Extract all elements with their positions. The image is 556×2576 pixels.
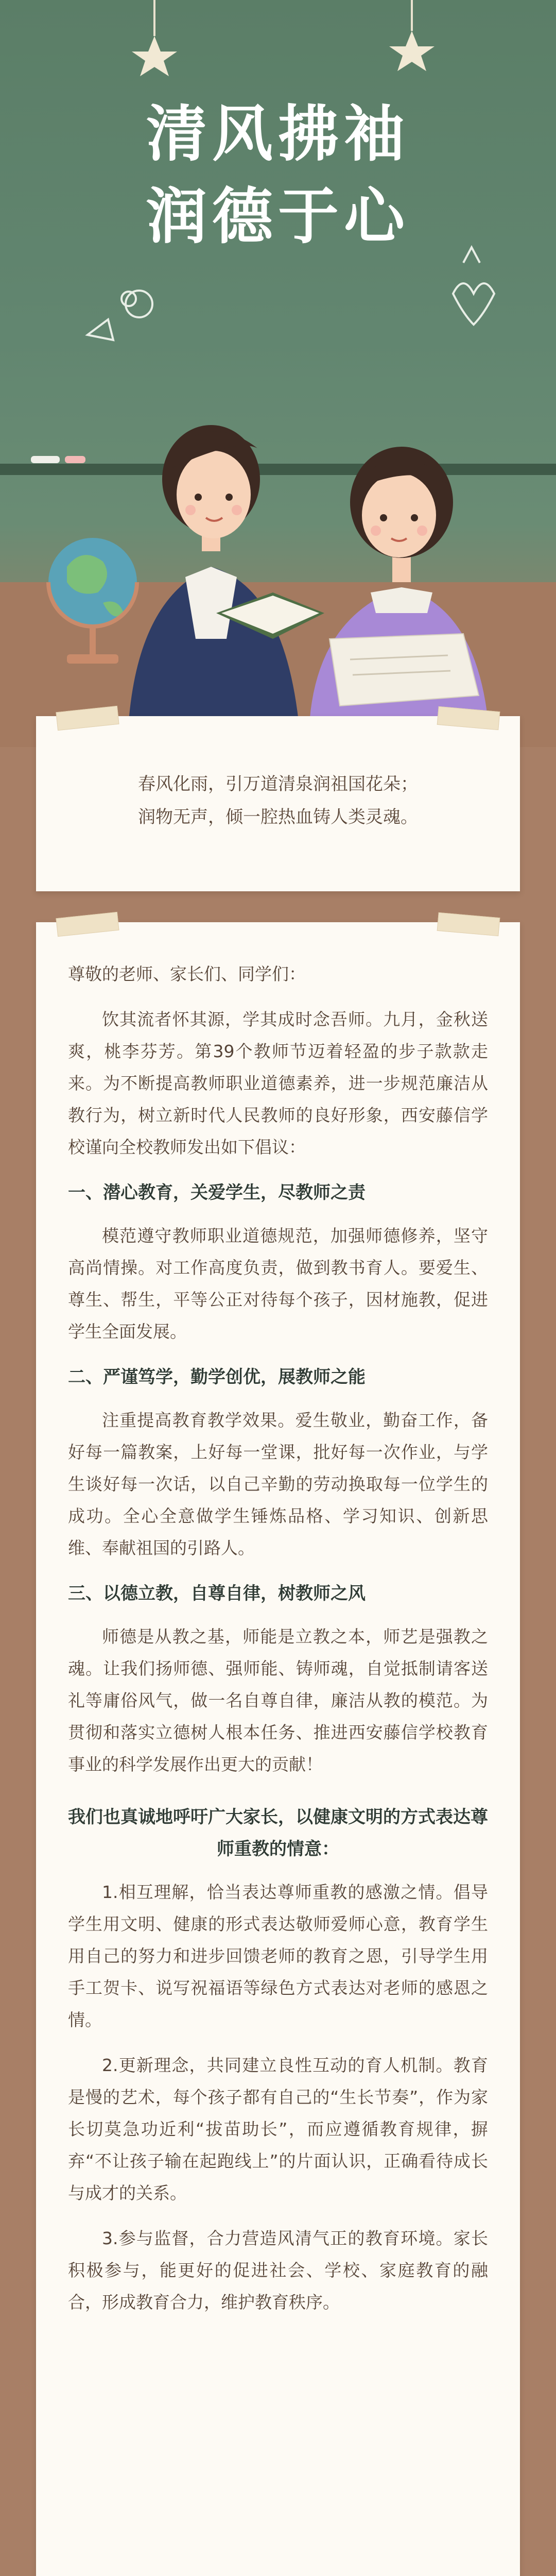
- chalk-icon: [31, 456, 60, 463]
- chalk-icon: [65, 456, 85, 463]
- paragraph-section-1: 模范遵守教师职业道德规范，加强师德修养，坚守高尚情操。对工作高度负责，做到教书育人。要爱生、尊生、帮生，平等公正对待每个孩子，因材施教，促进学生全面发展。: [68, 1226, 488, 1342]
- paragraph-intro: 饮其流者怀其源，学其成时念吾师。九月，金秋送爽，桃李芬芳。第39个教师节迈着轻盈的步子款款走来。为不断提高教师职业道德素养，进一步规范廉洁从教行为，树立新时代人民教师的良好形象，西安藤信学校谨向全校教师发出如下倡议：: [68, 1009, 488, 1157]
- paragraph-appeal-1: 1.相互理解，恰当表达尊师重教的感激之情。倡导学生用文明、健康的形式表达敬师爱师心意，教育学生用自己的努力和进步回馈老师的教育之恩，引导学生用手工贺卡、说写祝福语等绿色方式表达对老师的感恩之情。: [68, 1882, 488, 2030]
- teacher-figure: [129, 425, 324, 721]
- tape-decoration: [56, 912, 119, 937]
- greeting: 尊敬的老师、家长们、同学们：: [68, 964, 306, 984]
- paragraph-appeal-2: 2.更新理念，共同建立良性互动的育人机制。教育是慢的艺术，每个孩子都有自己的“生长节奏”，作为家长切莫急功近利“拔苗助长”，而应遵循教育规律，摒弃“不让孩子输在起跑线上”的片面认识，正确看待成长与成才的关系。: [68, 2055, 488, 2203]
- section-heading-3: 三、以德立教，自尊自律，树教师之风: [68, 1583, 366, 1604]
- intro-line-1: 春风化雨，引万道清泉润祖国花朵；: [138, 774, 418, 794]
- intro-card: [36, 716, 520, 891]
- hanging-star-icon: [389, 0, 435, 71]
- hero-title: [0, 93, 556, 258]
- section-heading-2: 二、严谨笃学，勤学创优，展教师之能: [68, 1367, 366, 1387]
- section-heading-1: 一、潜心教育，关爱学生，尽教师之责: [68, 1182, 366, 1203]
- globe-icon: [48, 538, 137, 664]
- chalk-doodles: [88, 247, 494, 340]
- proposal-card: [36, 922, 520, 2576]
- hanging-star-icon: [132, 0, 177, 76]
- paragraph-section-3: 师德是从教之基，师能是立教之本，师艺是强教之魂。让我们扬师德、强师能、铸师魂，自觉抵制请客送礼等庸俗风气，做一名自尊自律，廉洁从教的模范。为贯彻和落实立德树人根本任务、推进西安藤信学校教育事业的科学发展作出更大的贡献！: [68, 1626, 488, 1774]
- tape-decoration: [437, 912, 500, 936]
- hero-illustration: [0, 0, 556, 747]
- parents-appeal-heading: 我们也真诚地呼吁广大家长，以健康文明的方式表达尊师重教的情意：: [68, 1807, 488, 1859]
- student-figure: [309, 447, 489, 732]
- paragraph-section-2: 注重提高教育教学效果。爱生敬业，勤奋工作，备好每一篇教案，上好每一堂课，批好每一次作业，与学生谈好每一次话，以自己辛勤的劳动换取每一位学生的成功。全心全意做学生锤炼品格、学习知识、创新思维、奉献祖国的引路人。: [68, 1410, 488, 1558]
- hero-title-line-1: 清风拂袖: [146, 98, 410, 170]
- hero-title-line-2: 润德于心: [146, 181, 410, 252]
- intro-line-2: 润物无声，倾一腔热血铸人类灵魂。: [138, 807, 418, 827]
- paragraph-appeal-3: 3.参与监督，合力营造风清气正的教育环境。家长积极参与，能更好的促进社会、学校、家庭教育的融合，形成教育合力，维护教育秩序。: [68, 2228, 488, 2312]
